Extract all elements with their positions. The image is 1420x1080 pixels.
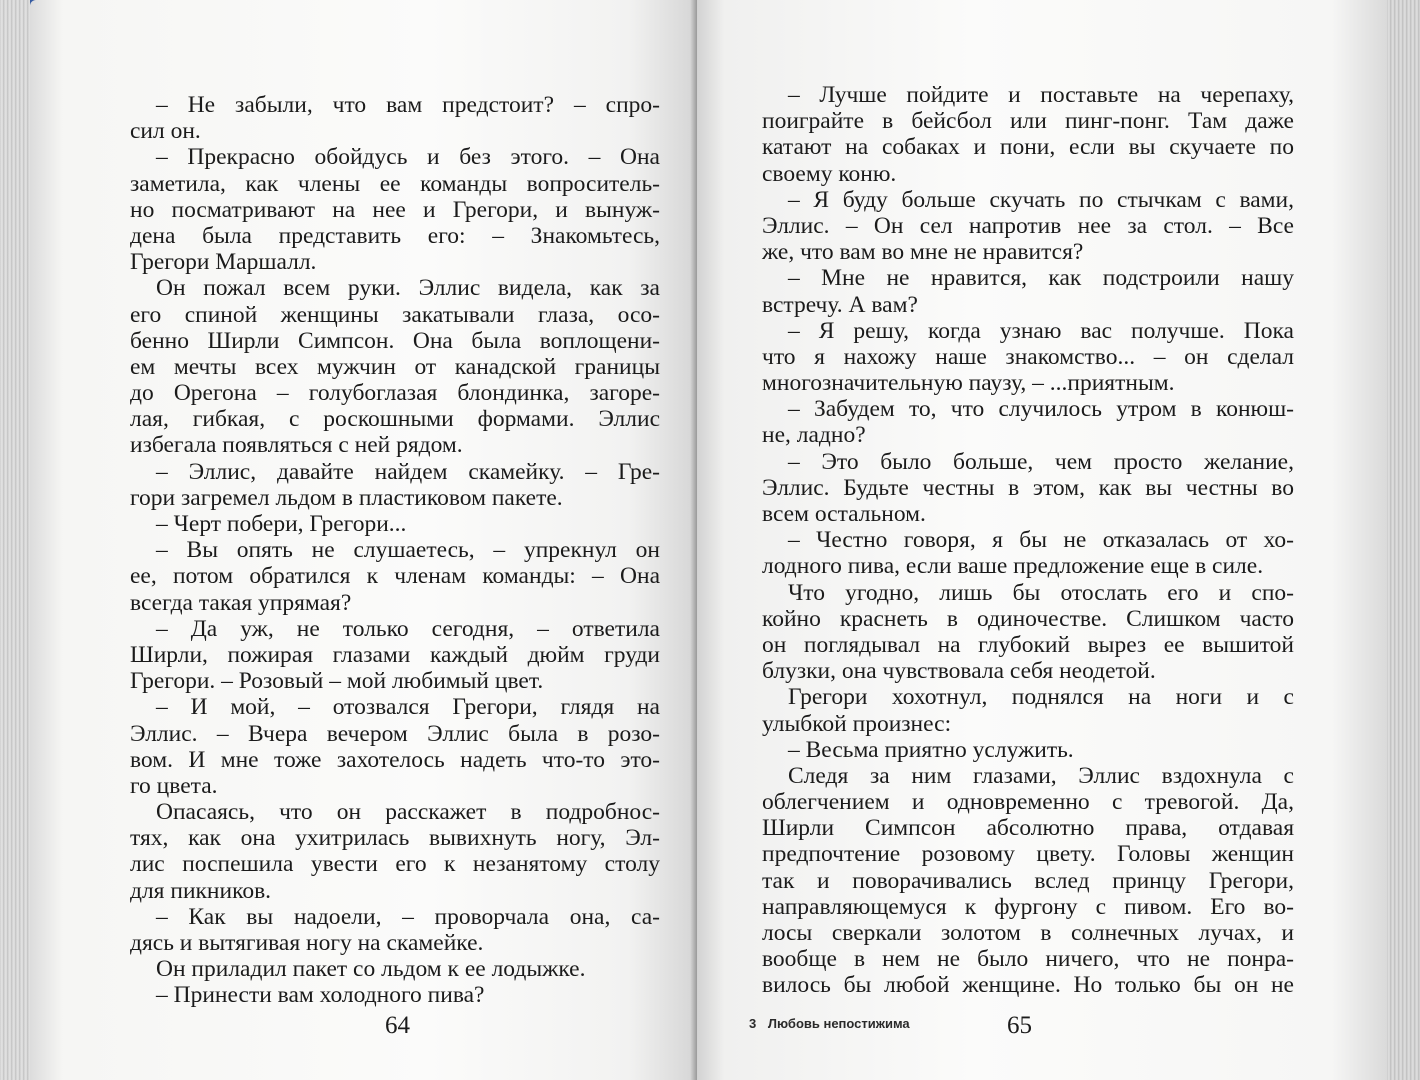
page-footer — [749, 1016, 910, 1031]
text-line: дена была представить его: – Знакомьтесь, — [130, 222, 660, 249]
text-line: – Мне не нравится, как подстроили нашу — [788, 265, 1294, 292]
text-line: койно краснеть в одиночестве. Слишком часто — [762, 605, 1294, 632]
text-line: Ширли, пожирая глазами каждый дюйм груди — [130, 641, 660, 668]
text-line: – И мой, – отозвался Грегори, глядя на — [156, 694, 660, 721]
text-line: Грегори. – Розовый – мой любимый цвет. — [130, 668, 544, 695]
text-line: но посматривают на нее и Грегори, и вынуж- — [130, 196, 660, 223]
text-line: лосы сверкали золотом в солнечных лучах, и — [762, 920, 1294, 946]
text-line: всем остальном. — [762, 501, 926, 527]
text-line: облегчением и одновременно с тревогой. Да, — [762, 789, 1294, 816]
text-line: ее, потом обратился к членам команды: – Она — [130, 563, 660, 590]
text-line: – Лучше пойдите и поставьте на черепаху, — [788, 82, 1294, 108]
text-line: вилось бы любой женщине. Но только бы он не — [762, 972, 1294, 999]
text-line: для пикников. — [130, 877, 272, 904]
text-line: до Орегона – голубоглазая блондинка, загоре- — [130, 380, 660, 407]
text-line: – Это было больше, чем просто желание, — [788, 448, 1294, 475]
text-line: Опасаясь, что он расскажет в подробнос- — [156, 799, 660, 826]
signature-mark: 3 — [749, 1016, 757, 1031]
text-line: – Я буду больше скучать по стычкам с вами, — [788, 186, 1294, 213]
text-line: – Прекрасно обойдусь и без этого. – Она — [156, 144, 660, 171]
text-line: катают на собаках и пони, если вы скучаете по — [762, 134, 1294, 161]
text-line: своему коню. — [762, 160, 897, 187]
right-page-text — [762, 82, 1294, 999]
text-line: бенно Ширли Симпсон. Она была воплощени- — [130, 327, 660, 354]
text-line: дясь и вытягивая ногу на скамейке. — [130, 930, 484, 956]
text-line: – Черт побери, Грегори... — [156, 511, 407, 537]
text-line: Что угодно, лишь бы отослать его и спо- — [788, 579, 1294, 606]
text-line: го цвета. — [130, 772, 218, 799]
text-line: всегда такая упрямая? — [130, 589, 352, 616]
text-line: Эллис. – Он сел напротив нее за стол. – Все — [762, 212, 1294, 239]
text-line: – Вы опять не слушаетесь, – упрекнул он — [156, 537, 660, 564]
text-line: сил он. — [130, 118, 201, 145]
text-line: поиграйте в бейсбол или пинг-понг. Там даже — [762, 108, 1294, 135]
text-line: тях, как она ухитрилась вывихнуть ногу, Эл- — [130, 825, 660, 852]
left-page-text — [130, 92, 660, 1009]
text-line: Он пожал всем руки. Эллис видела, как за — [156, 275, 660, 302]
text-line: улыбкой произнес: — [762, 710, 952, 737]
text-line: не, ладно? — [762, 422, 866, 449]
text-line: что я нахожу наше знакомство... – он сделал — [762, 343, 1294, 370]
text-line: встречу. А вам? — [762, 291, 918, 318]
text-line: Грегори Маршалл. — [130, 249, 317, 276]
book-title-footer: Любовь непостижима — [767, 1016, 910, 1031]
text-line: – Эллис, давайте найдем скамейку. – Гре- — [156, 458, 660, 485]
text-line: многозначительную паузу, – ...приятным. — [762, 370, 1175, 397]
right-page — [697, 0, 1387, 1080]
text-line: лая, гибкая, с роскошными формами. Эллис — [130, 406, 660, 433]
text-line: – Принести вам холодного пива? — [156, 982, 485, 1009]
text-line: блузки, она чувствовала себя неодетой. — [762, 658, 1156, 685]
text-line: ем мечты всех мужчин от канадской границы — [130, 353, 660, 380]
left-page-edges — [0, 0, 30, 1080]
text-line: – Весьма приятно услужить. — [788, 736, 1074, 763]
text-line: вообще в нем не было ничего, что не понра- — [762, 946, 1294, 973]
text-line: направляющемуся к фургону с пивом. Его во- — [762, 893, 1294, 920]
text-line: Он приладил пакет со льдом к ее лодыжке. — [156, 956, 586, 983]
text-line: так и поворачивались вслед принцу Грегори, — [762, 867, 1294, 894]
text-line: – Как вы надоели, – проворчала она, са- — [156, 903, 660, 930]
text-line: – Да уж, не только сегодня, – ответила — [156, 615, 660, 642]
text-line: – Забудем то, что случилось утром в конюш- — [788, 396, 1294, 423]
text-line: Эллис. – Вчера вечером Эллис была в розо- — [130, 720, 660, 747]
left-page — [30, 0, 695, 1080]
text-line: – Не забыли, что вам предстоит? – спро- — [156, 92, 660, 118]
text-line: же, что вам во мне не нравится? — [762, 239, 1084, 266]
text-line: лодного пива, если ваше предложение еще в силе. — [762, 553, 1264, 580]
text-line: вом. И мне тоже захотелось надеть что-то это- — [130, 746, 660, 773]
text-line: предпочтение розовому цвету. Головы женщин — [762, 841, 1294, 868]
text-line: избегала появляться с ней рядом. — [130, 432, 463, 459]
text-line: Эллис. Будьте честны в этом, как вы честны во — [762, 474, 1294, 501]
text-line: лис поспешила увести его к незанятому столу — [130, 851, 660, 878]
text-line: он поглядывал на глубокий вырез ее вышитой — [762, 631, 1294, 658]
text-line: – Честно говоря, я бы не отказалась от хо- — [788, 527, 1294, 554]
text-line: Ширли Симпсон абсолютно права, отдавая — [762, 815, 1294, 842]
text-line: заметила, как члены ее команды вопроситель- — [130, 170, 660, 197]
right-page-number: 65 — [1007, 1012, 1032, 1039]
left-page-number: 64 — [385, 1012, 410, 1039]
text-line: – Я решу, когда узнаю вас получше. Пока — [788, 317, 1294, 344]
text-line: Следя за ним глазами, Эллис вздохнула с — [788, 762, 1294, 789]
text-line: его спиной женщины закатывали глаза, осо- — [130, 301, 660, 328]
text-line: гори загремел льдом в пластиковом пакете. — [130, 484, 563, 511]
right-page-edges — [1387, 0, 1420, 1080]
text-line: Грегори хохотнул, поднялся на ноги и с — [788, 684, 1294, 711]
